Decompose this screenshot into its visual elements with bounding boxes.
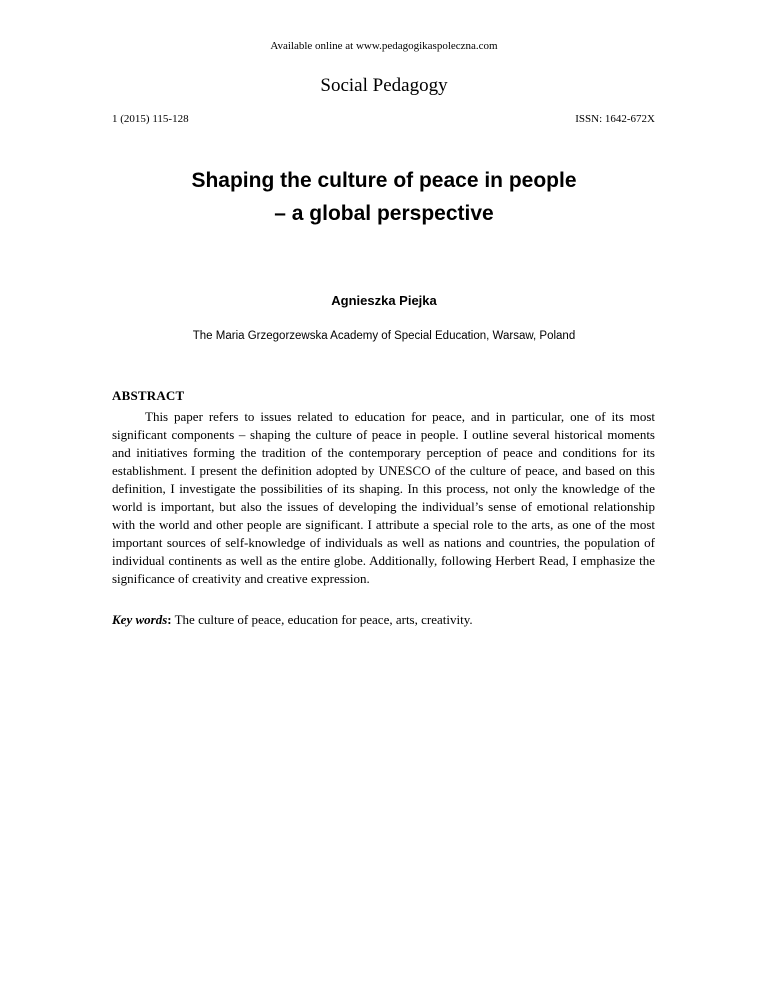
issn-info: ISSN: 1642-672X [575,113,655,125]
abstract-heading: ABSTRACT [112,388,185,403]
abstract-text: This paper refers to issues related to education for peace, and in particular, one of its most significant components – shaping the culture of peace in people. I outline several historical moments and initiatives forming the tradition of the contemporary perception of peace and conditions for its establishment. I present the definition adopted by UNESCO of the culture of peace, and based on this definition, I investigate the possibilities of its shaping. In this process, not only the knowledge of the world is important, but also the issues of developing the individual’s sense of emotional relationship with the world and other people are significant. I attribute a special role to the arts, as one of the most important sources of self-knowledge of individuals as well as nations and countries, the population of individual continents as well as the entire globe. Additionally, following Herbert Read, I emphasize the significance of creativity and creative expression. [112,409,655,586]
keywords-text: The culture of peace, education for peace, arts, creativity. [174,612,473,627]
title-line-1: Shaping the culture of peace in people [191,169,577,192]
keywords-colon: : [167,612,172,627]
journal-name: Social Pedagogy [320,75,448,96]
issue-info: 1 (2015) 115-128 [112,113,189,125]
article-title [0,164,768,230]
author-affiliation: The Maria Grzegorzewska Academy of Special Education, Warsaw, Poland [192,330,576,342]
keywords-label: Key words [112,612,168,627]
author-name: Agnieszka Piejka [331,293,437,308]
keywords-line [112,612,655,628]
availability-line: Available online at www.pedagogikaspoleczna.com [270,40,498,52]
title-line-2: – a global perspective [274,202,494,225]
